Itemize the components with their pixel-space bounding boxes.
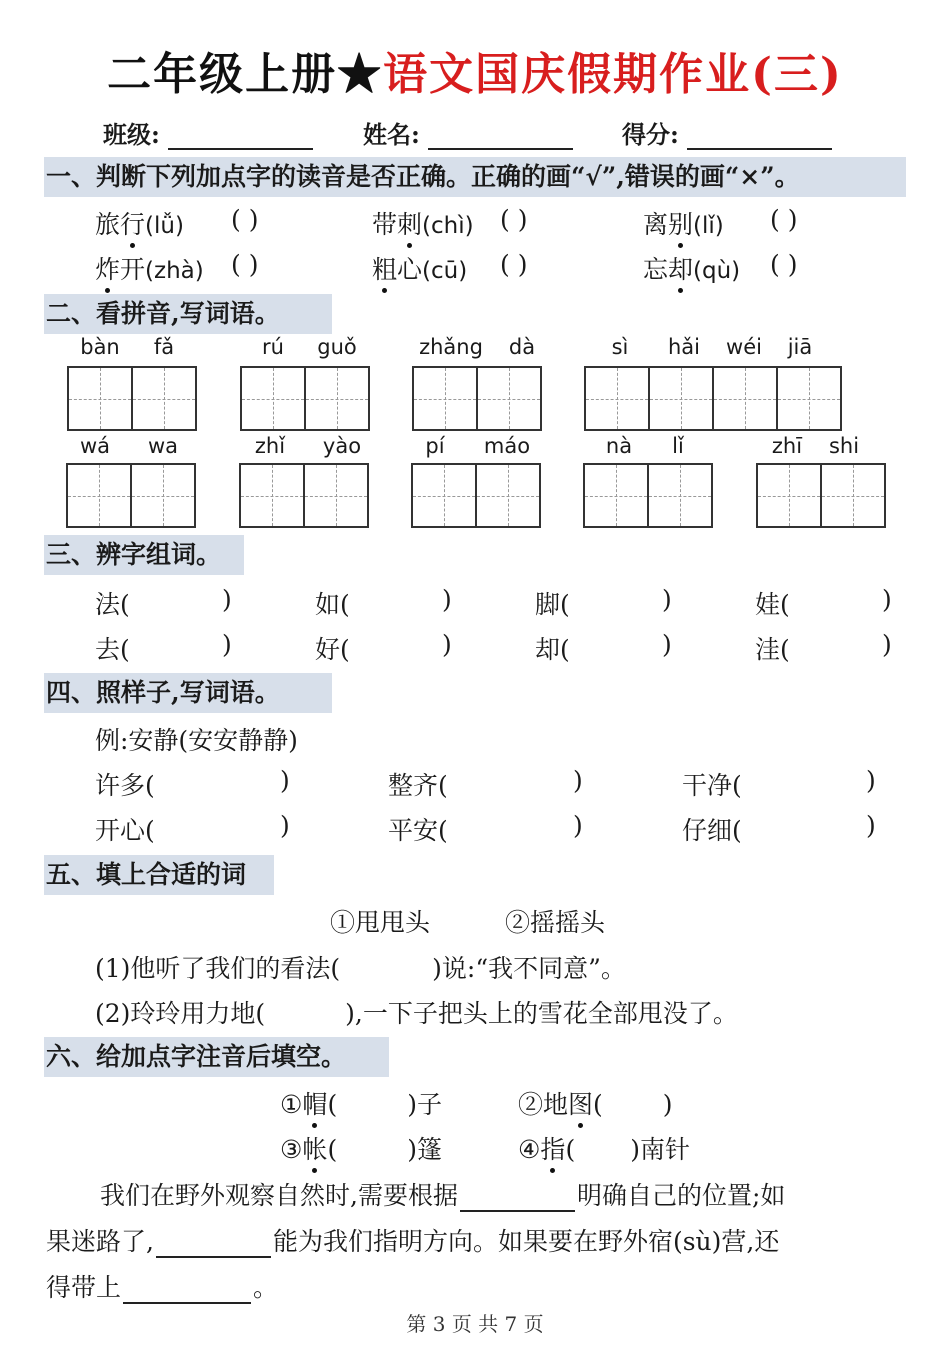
s3-char: 洼( <box>755 635 790 664</box>
class-field[interactable] <box>103 115 313 150</box>
s1-item: 离别(lǐ) <box>643 205 724 241</box>
pinyin: bàn <box>80 335 120 359</box>
pinyin: rú <box>262 335 284 359</box>
s1-item: 炸开(zhà) <box>95 250 204 286</box>
s6-option: ④指( )南针 <box>518 1130 690 1166</box>
s3-char: 如( <box>315 590 350 619</box>
s5-option: ①甩甩头 <box>330 908 431 937</box>
s3-close: ) <box>442 585 452 614</box>
s3-close: ) <box>222 585 232 614</box>
grid-cell[interactable] <box>650 368 714 429</box>
writing-grid[interactable] <box>240 366 370 431</box>
s3-close: ) <box>882 585 892 614</box>
writing-grid[interactable] <box>412 366 542 431</box>
s3-close: ) <box>662 585 672 614</box>
s1-answer-blank[interactable]: ( ) <box>231 250 259 279</box>
section-6-heading: 六、给加点字注音后填空。 <box>44 1037 389 1077</box>
s3-char: 法( <box>95 590 130 619</box>
s1-answer-blank[interactable]: ( ) <box>770 250 798 279</box>
writing-grid[interactable] <box>584 366 842 431</box>
name-blank[interactable] <box>428 124 573 150</box>
section-4-heading: 四、照样子,写词语。 <box>44 673 332 713</box>
title-subject: 语文国庆假期作业(三) <box>383 49 843 100</box>
pinyin: wéi <box>726 335 762 359</box>
score-blank[interactable] <box>687 124 832 150</box>
pinyin: zhǎng <box>419 335 483 359</box>
s4-word: 许多( <box>95 771 155 800</box>
writing-grid[interactable] <box>756 463 886 528</box>
pinyin: sì <box>611 335 629 359</box>
pinyin: pí <box>425 434 445 458</box>
class-blank[interactable] <box>168 124 313 150</box>
grid-cell[interactable] <box>306 368 370 429</box>
s4-word: 干净( <box>682 771 742 800</box>
pinyin: wá <box>79 434 111 458</box>
grid-cell[interactable] <box>758 465 822 526</box>
s4-close: ) <box>866 766 876 795</box>
s1-answer-blank[interactable]: ( ) <box>770 205 798 234</box>
grid-cell[interactable] <box>68 465 132 526</box>
pinyin: guǒ <box>317 335 357 359</box>
pinyin: jiā <box>787 335 813 359</box>
grid-cell[interactable] <box>586 368 650 429</box>
s6-paragraph-line-1: 我们在野外观察自然时,需要根据 明确自己的位置;如 <box>100 1181 786 1210</box>
s6-fill-blank[interactable] <box>123 1280 251 1304</box>
s3-char: 娃( <box>755 590 790 619</box>
section-5-heading: 五、填上合适的词 <box>44 855 274 895</box>
grid-cell[interactable] <box>242 368 306 429</box>
grid-cell[interactable] <box>649 465 713 526</box>
writing-grid[interactable] <box>583 463 713 528</box>
s1-answer-blank[interactable]: ( ) <box>231 205 259 234</box>
grid-cell[interactable] <box>69 368 133 429</box>
pinyin: hǎi <box>667 335 700 359</box>
s1-item: 旅行(lǚ) <box>95 205 184 241</box>
grid-cell[interactable] <box>478 368 542 429</box>
s3-close: ) <box>662 630 672 659</box>
writing-grid[interactable] <box>239 463 369 528</box>
s1-item: 带刺(chì) <box>372 205 474 241</box>
s1-answer-blank[interactable]: ( ) <box>500 205 528 234</box>
pinyin: máo <box>483 434 531 458</box>
score-field[interactable] <box>622 115 832 150</box>
writing-grid[interactable] <box>67 366 197 431</box>
s6-option: ①帽( )子 <box>280 1085 442 1121</box>
pinyin: dà <box>508 335 536 359</box>
score-label: 得分: <box>622 120 679 149</box>
grid-cell[interactable] <box>414 368 478 429</box>
s3-char: 去( <box>95 635 130 664</box>
grid-cell[interactable] <box>714 368 778 429</box>
grid-cell[interactable] <box>241 465 305 526</box>
s3-char: 好( <box>315 635 350 664</box>
s5-option: ②摇摇头 <box>505 908 606 937</box>
title-grade: 二年级上册 <box>107 49 338 100</box>
s6-fill-blank[interactable] <box>156 1234 271 1258</box>
pinyin: shi <box>828 434 860 458</box>
s4-close: ) <box>280 811 290 840</box>
section-2-heading: 二、看拼音,写词语。 <box>44 294 332 334</box>
s4-word: 平安( <box>388 816 448 845</box>
page-title <box>0 38 950 102</box>
grid-cell[interactable] <box>413 465 477 526</box>
grid-cell[interactable] <box>132 465 196 526</box>
grid-cell[interactable] <box>585 465 649 526</box>
grid-cell[interactable] <box>133 368 197 429</box>
class-label: 班级: <box>103 120 160 149</box>
pinyin: nà <box>605 434 633 458</box>
s5-question-2: (2)玲玲用力地( ),一下子把头上的雪花全部甩没了。 <box>95 999 738 1028</box>
s6-fill-blank[interactable] <box>460 1188 575 1212</box>
s4-close: ) <box>866 811 876 840</box>
s3-close: ) <box>222 630 232 659</box>
s3-close: ) <box>442 630 452 659</box>
pinyin: wa <box>147 434 179 458</box>
s6-paragraph-line-2: 果迷路了, 能为我们指明方向。如果要在野外宿(sù)营,还 <box>46 1227 780 1256</box>
s3-char: 脚( <box>535 590 570 619</box>
s3-char: 却( <box>535 635 570 664</box>
s1-answer-blank[interactable]: ( ) <box>500 250 528 279</box>
pinyin: zhī <box>771 434 803 458</box>
s5-question-1: (1)他听了我们的看法( )说:“我不同意”。 <box>95 954 626 983</box>
s6-option: ②地图( ) <box>518 1085 673 1121</box>
pinyin: yào <box>322 434 362 458</box>
section-3-heading: 三、辨字组词。 <box>44 535 244 575</box>
s4-word: 开心( <box>95 816 155 845</box>
writing-grid[interactable] <box>66 463 196 528</box>
grid-cell[interactable] <box>822 465 886 526</box>
s6-option: ③帐( )篷 <box>280 1130 442 1166</box>
s4-close: ) <box>573 766 583 795</box>
s4-close: ) <box>573 811 583 840</box>
section-1-heading: 一、判断下列加点字的读音是否正确。正确的画“√”,错误的画“×”。 <box>44 157 906 197</box>
s4-example: 例:安静(安安静静) <box>95 726 298 755</box>
s4-word: 仔细( <box>682 816 742 845</box>
pinyin: fǎ <box>153 335 175 359</box>
s6-paragraph-line-3: 得带上 。 <box>46 1273 279 1302</box>
grid-cell[interactable] <box>305 465 369 526</box>
writing-grid[interactable] <box>411 463 541 528</box>
page-number: 第 3 页 共 7 页 <box>406 1312 544 1336</box>
pinyin: lǐ <box>672 434 684 458</box>
pinyin: zhǐ <box>254 434 286 458</box>
s4-close: ) <box>280 766 290 795</box>
name-label: 姓名: <box>363 120 420 149</box>
s3-close: ) <box>882 630 892 659</box>
grid-cell[interactable] <box>778 368 842 429</box>
grid-cell[interactable] <box>477 465 541 526</box>
star-icon: ★ <box>337 49 384 100</box>
name-field[interactable] <box>363 115 573 150</box>
s1-item: 忘却(qù) <box>643 250 740 286</box>
s1-item: 粗心(cū) <box>372 250 467 286</box>
s4-word: 整齐( <box>388 771 448 800</box>
